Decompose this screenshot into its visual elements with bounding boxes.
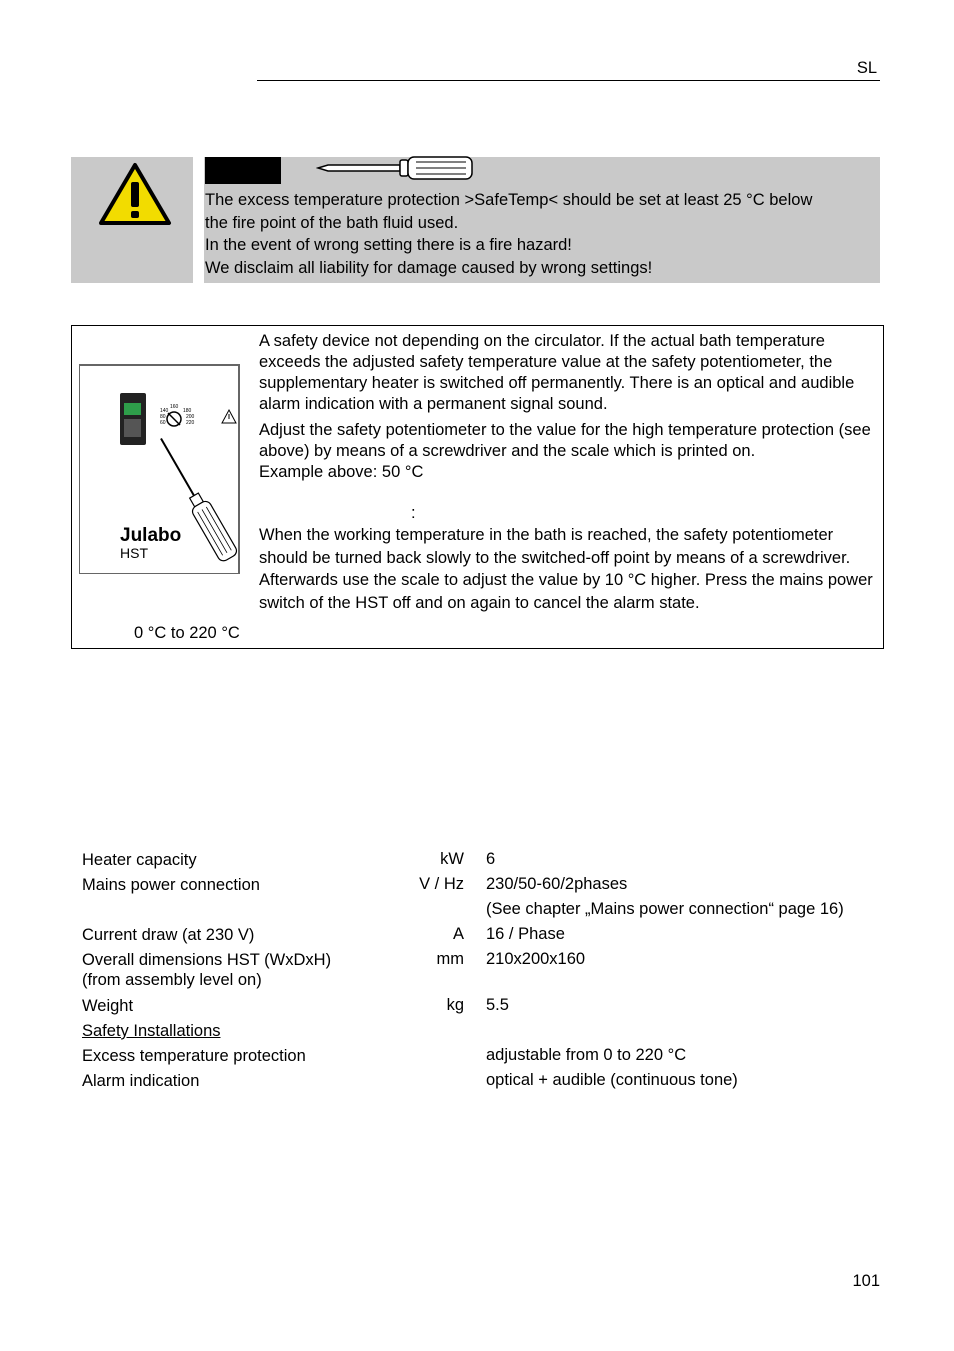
spec-value: (See chapter „Mains power connection“ page 16) xyxy=(486,900,844,918)
device-colon: : xyxy=(411,504,416,522)
spec-label: Excess temperature protection xyxy=(82,1047,306,1065)
spec-section-heading: Safety Installations xyxy=(82,1022,221,1040)
device-example: Example above: 50 °C xyxy=(259,463,424,481)
spec-label xyxy=(82,950,402,990)
table-row xyxy=(82,850,882,875)
spec-unit: kg xyxy=(446,996,464,1014)
spec-value: 230/50-60/2phases xyxy=(486,875,628,893)
hst-panel-illustration xyxy=(79,364,240,574)
spec-label: Mains power connection xyxy=(82,876,260,894)
warning-line: In the event of wrong setting there is a fire hazard! xyxy=(205,236,572,254)
device-description xyxy=(259,331,879,614)
warning-line: We disclaim all liability for damage caused by wrong settings! xyxy=(205,258,653,277)
panel-model: HST xyxy=(120,545,148,561)
table-row xyxy=(82,996,882,1021)
dial-tick: 200 xyxy=(186,414,195,420)
table-row xyxy=(82,950,882,996)
dial-tick: 220 xyxy=(186,420,195,426)
device-paragraph: When the working temperature in the bath is reached, the safety potentiometer should be turned back slowly to the switched-off point by means of a screwdriver. Afterwards use the scale to adjust the value by 10 °C higher. Press the mains power switch of the HST off and on again to cancel the alarm state. xyxy=(259,526,873,612)
spec-label: Current draw (at 230 V) xyxy=(82,926,255,944)
table-row xyxy=(82,1071,882,1096)
table-row xyxy=(82,1021,882,1046)
spec-value: 6 xyxy=(486,850,496,868)
spec-value: optical + audible (continuous tone) xyxy=(486,1071,738,1089)
dial-tick: 80 xyxy=(160,414,166,420)
spec-value: 16 / Phase xyxy=(486,925,565,943)
warning-line: The excess temperature protection >SafeTemp< should be set at least 25 °C below xyxy=(205,191,813,209)
dial-tick: 160 xyxy=(170,404,179,410)
spec-unit: A xyxy=(452,925,464,943)
spec-label: Heater capacity xyxy=(82,851,197,869)
hst-panel-drawing xyxy=(80,366,239,574)
dial-tick: 140 xyxy=(160,408,169,414)
warning-text xyxy=(205,189,875,279)
spec-label: Weight xyxy=(82,997,134,1015)
spec-value: 5.5 xyxy=(486,996,509,1014)
temperature-range-label: 0 °C to 220 °C xyxy=(134,624,240,642)
spec-value: 210x200x160 xyxy=(486,950,586,968)
page-number: 101 xyxy=(852,1272,880,1290)
spec-label: Alarm indication xyxy=(82,1072,200,1090)
table-row xyxy=(82,925,882,950)
spec-label-line: (from assembly level on) xyxy=(82,971,262,989)
header-rule xyxy=(257,80,880,81)
table-row xyxy=(82,1046,882,1071)
spec-value: adjustable from 0 to 220 °C xyxy=(486,1046,687,1064)
warning-badge xyxy=(205,157,281,184)
dial-tick: 180 xyxy=(183,408,192,414)
table-row xyxy=(82,875,882,900)
screwdriver-icon xyxy=(316,155,474,181)
device-paragraph: A safety device not depending on the circulator. If the actual bath temperature exceeds the adjusted safety temperature value at the safety potentiometer, the supplementary heater is switched off permanently. There is an optical and audible alarm indication with a permanent signal sound. xyxy=(259,332,855,413)
technical-data-table xyxy=(82,850,882,1096)
spec-unit: mm xyxy=(436,950,464,968)
table-row xyxy=(82,900,882,925)
warning-line: the fire point of the bath fluid used. xyxy=(205,213,459,232)
spec-unit: kW xyxy=(440,850,464,868)
device-paragraph: Adjust the safety potentiometer to the value for the high temperature protection (see above) by means of a screwdriver and the scale which is printed on. xyxy=(259,421,871,460)
spec-unit: V / Hz xyxy=(419,875,464,893)
spec-label-line: Overall dimensions HST (WxDxH) xyxy=(82,951,332,969)
brand-logo: Julabo xyxy=(120,525,182,546)
dial-tick: 60 xyxy=(160,420,166,426)
warning-triangle-icon xyxy=(98,162,172,226)
section-code: SL xyxy=(856,59,877,77)
warning-divider xyxy=(193,157,204,283)
